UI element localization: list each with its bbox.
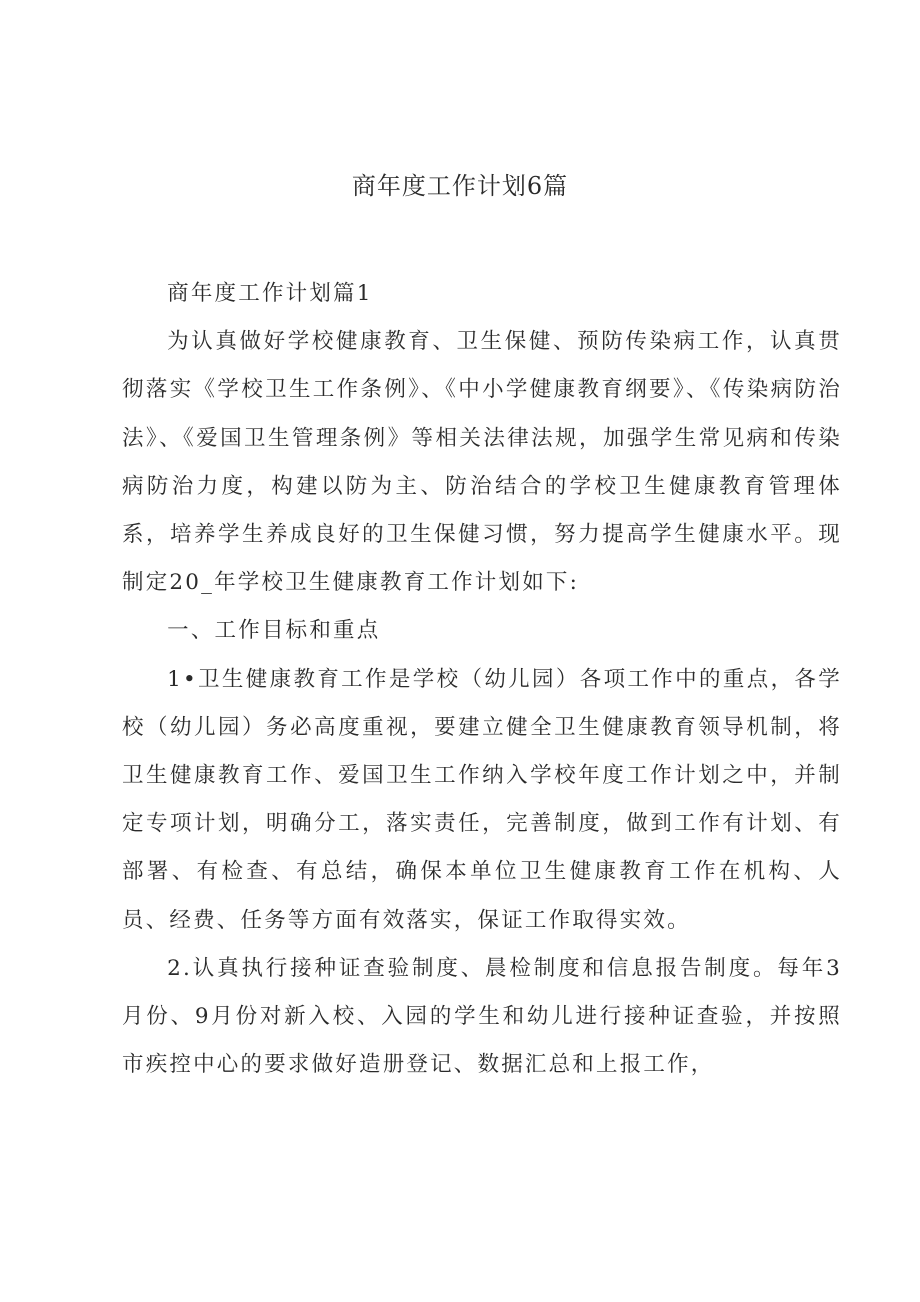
document-title: 商年度工作计划6篇 xyxy=(351,172,569,200)
section-heading-goals: 一、工作目标和重点 xyxy=(167,618,381,644)
paragraph-intro: 为认真做好学校健康教育、卫生保健、预防传染病工作，认真贯彻落实《学校卫生工作条例》、《中小学健康教育纲要》、《传染病防治法》、《爱国卫生管理条例》等相关法律法规，加强学生常见病和传染病防治力度，构建以防为主、防治结合的学校卫生健康教育管理体系，培养学生养成良好的卫生保健习惯，努力提高学生健康水平。现制定20_年学校卫生健康教育工作计划如下: xyxy=(122,329,842,596)
paragraph-item-2: 2.认真执行接种证查验制度、晨检制度和信息报告制度。每年3月份、9月份对新入校、入园的学生和幼儿进行接种证查验，并按照市疾控中心的要求做好造册登记、数据汇总和上报工作， xyxy=(122,955,842,1078)
paragraph-item-1: 1•卫生健康教育工作是学校（幼儿园）各项工作中的重点，各学校（幼儿园）务必高度重视，要建立健全卫生健康教育领导机制，将卫生健康教育工作、爱国卫生工作纳入学校年度工作计划之中，并制定专项计划，明确分工，落实责任，完善制度，做到工作有计划、有部署、有检查、有总结，确保本单位卫生健康教育工作在机构、人员、经费、任务等方面有效落实，保证工作取得实效。 xyxy=(122,666,842,933)
document-body xyxy=(122,270,842,1089)
section-heading: 商年度工作计划篇1 xyxy=(167,281,373,306)
